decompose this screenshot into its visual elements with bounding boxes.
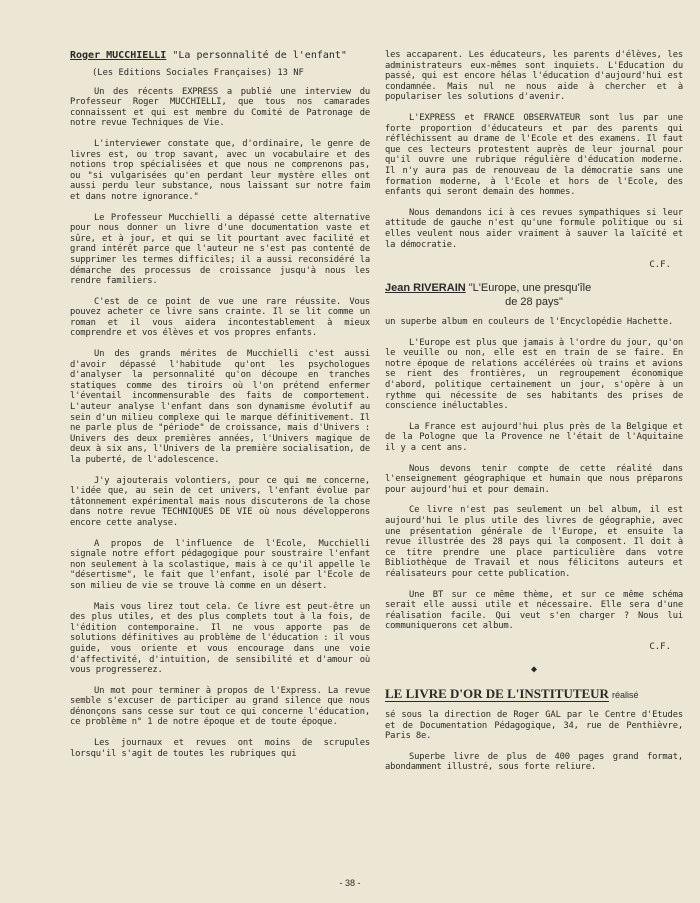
diamond-ornament-icon: ◆ (530, 663, 538, 675)
left-paragraph-4: C'est de ce point de vue une rare réussite. Vous pouvez acheter ce livre sans crainte. Il se lit comme un roman et il vous aidera incontestablement à mieux comprendre et vos élèves et vos propres enfants. (70, 296, 370, 339)
publisher-line: (Les Editions Sociales Françaises) 13 NF (92, 68, 304, 78)
europe-title: "L'Europe, une presqu'île (468, 282, 592, 295)
left-column (70, 50, 370, 769)
signature-1: C.F. (649, 260, 671, 271)
europe-paragraph-3: Nous devons tenir compte de cette réalité dans l'enseignement géographique et humain que nous préparons pour aujourd'hui et pour demain. (385, 463, 683, 495)
europe-intro: un superbe album en couleurs de l'Encyclopédie Hachette. (385, 317, 674, 328)
review-author: Roger MUCCHIELLI (70, 50, 167, 61)
right-paragraph-3: Nous demandons ici à ces revues sympathiques si leur attitude de gauche n'est qu'une formule politique ou si elles veulent nous aider vraiment à sauver la laïcité et la démocratie. (385, 207, 683, 250)
left-paragraph-3: Le Professeur Mucchielli a dépassé cette alternative pour nous donner un livre d'une documentation vaste et sûre, et à jour, et qui se lit pourtant avec facilité et grand intérêt parce que l'auteur ne s'est pas contenté de supprimer les termes difficiles; il a aussi reconsidéré la démarche des processus de croissance jusqu'à nous les rendre familiers. (70, 212, 370, 287)
europe-heading (385, 282, 683, 309)
left-paragraph-5: Un des grands mérites de Mucchielli c'est aussi d'avoir dépassé l'habitude qu'ont les psychologues d'analyser la personnalité qu'on découpe en tranches statiques comme des tiroirs où l'on prétend enfermer l'éventail incommensurable des faits de comportement. L'auteur analyse l'enfant dans son dynamisme évolutif au sein d'un milieu complexe qui le marque définitivement. Il ne parle plus de "période" de croissance, mais d'Univers : Univers des deux premières années, l'Univers magique de deux à six ans, l'Univers de la première socialisation, de la puberté, de l'adolescence. (70, 349, 370, 465)
right-paragraph-1: les accaparent. Les éducateurs, les parents d'élèves, les administrateurs eux-mêmes sont inquiets. L'Education du passé, qui est encore hélas l'éducation d'aujourd'hui est condamnée. Mais nul ne nous aide à chercher et à populariser les solutions d'avenir. (385, 50, 683, 103)
review-heading (70, 50, 370, 62)
europe-paragraph-4: Ce livre n'est pas seulement un bel album, il est aujourd'hui le plus utile des livres de géographie, avec une présentation générale de l'Europe, et ensuite la revue illustrée des 28 pays qui la composent. Il doit à ce titre prendre une place particulière dans votre Bibliothèque de Travail et nous félicitons auteurs et réalisateurs pour cette publication. (385, 505, 683, 579)
right-column (385, 50, 683, 783)
signature-2: C.F. (649, 641, 671, 652)
left-paragraph-9: Un mot pour terminer à propos de l'Express. La revue semble s'excuser de participer au grand silence que nous dénonçons sans cesse sur tout ce qui concerne l'éducation, ce problème n° 1 de notre époque et de toute époque. (70, 685, 370, 728)
left-paragraph-6: J'y ajouterais volontiers, pour ce qui me concerne, l'idée que, au sein de cet univers, l'enfant évolue par tâtonnement expérimental mais nous discuterons de la chose dans notre revue TECHNIQUES DE VIE où nous développerons encore cette analyse. (70, 475, 370, 528)
left-paragraph-7: A propos de l'influence de l'Ecole, Mucchielli signale notre effort pédagogique pour soustraire l'enfant non seulement à la scolastique, mais à ce qu'il appelle le "désertisme", le fait que l'enfant, isolé par l'Ecole de son milieu de vie se trouve là comme en un désert. (70, 538, 370, 591)
left-paragraph-8: Mais vous lirez tout cela. Ce livre est peut-être un des plus utiles, et des plus complets tout à la fois, de l'édition contemporaine. Il ne vous apporte pas de solutions définitives au problème de l'éducation : il vous guide, vous oriente et vous encourage dans une voie d'affectivité, d'intuition, de sensibilité et d'amour où vous progresserez. (70, 601, 370, 676)
left-paragraph-1: Un des récents EXPRESS a publié une interview du Professeur Roger MUCCHIELLI, que tous nos camarades connaissent et qui est membre du Comité de Patronage de notre revue Techniques de Vie. (70, 86, 370, 129)
left-paragraph-10: Les journaux et revues ont moins de scrupules lorsqu'il s'agit de toutes les rubriques qui (70, 738, 370, 759)
left-paragraph-2: L'interviewer constate que, d'ordinaire, le genre de livres est, ou trop savant, avec un vocabulaire et des notions trop spécialisées et que nous ne comprenons pas, ou "si vulgarisées qu'en perdant leur mystère elles ont aussi perdu leur substance, nous laissant sur notre faim et dans notre ignorance." (70, 138, 370, 202)
livre-title-suffix: réalisé (612, 689, 639, 700)
europe-paragraph-2: La France est aujourd'hui plus près de la Belgique et de la Pologne que la Provence ne l'était de l'Aquitaine il y a cent ans. (385, 421, 683, 454)
europe-subtitle: de 28 pays" (505, 296, 563, 309)
europe-author: Jean RIVERAIN (385, 282, 466, 295)
review-title: "La personnalité de l'enfant" (172, 50, 347, 61)
livre-paragraph-1: Superbe livre de plus de 400 pages grand format, abondamment illustré, sous forte reliure. (385, 751, 683, 773)
europe-paragraph-1: L'Europe est plus que jamais à l'ordre du jour, qu'on le veuille ou non, elle est en train de se faire. En notre époque de relations accélérées où trains et avions se rient des frontières, un regroupement économique d'abord, politique certainement un jour, s'opère à un rythme qui nécessite de ses habitants des prises de conscience inéluctables. (385, 337, 683, 412)
europe-paragraph-5: Une BT sur ce même thème, et sur ce même schéma serait elle aussi utile et nécessaire. Elle sera d'une réalisation facile. Qui veut s'en charger ? Nous lui communiquerons cet album. (385, 589, 683, 632)
right-paragraph-2: L'EXPRESS et FRANCE OBSERVATEUR sont lus par une forte proportion d'éducateurs et par des parents qui réfléchissent au drame de l'Ecole et des examens. Il faut que ces lecteurs protestent auprès de leur journal pour qu'il ouvre une rubrique régulière d'éducation moderne. Il n'y aura pas de renouveau de la démocratie sans une formation moderne, à l'Ecole et hors de l'Ecole, des enfants qui seront demain des hommes. (385, 112, 683, 198)
livre-intro: sé sous la direction de Roger GAL par le Centre d'Etudes et de Documentation Pédagogique, 34, rue de Penthièvre, Paris 8e. (385, 709, 683, 742)
livre-heading (385, 687, 683, 702)
livre-title: LE LIVRE D'OR DE L'INSTITUTEUR (385, 685, 609, 701)
page-number: - 38 - (339, 878, 361, 888)
